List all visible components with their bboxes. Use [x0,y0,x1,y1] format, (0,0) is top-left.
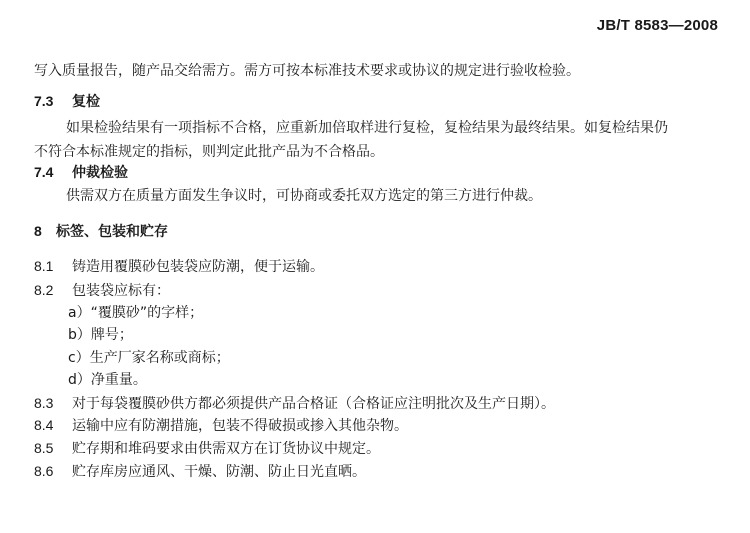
clause-8-2 [34,281,170,300]
clause-8-6 [34,462,366,481]
clause-number: 8.6 [34,463,54,479]
standard-code: JB/T 8583—2008 [596,17,718,34]
section-7-3-text-line2: 不符合本标准规定的指标，则判定此批产品为不合格品。 [34,144,384,160]
clause-text: 铸造用覆膜砂包装袋应防潮，便于运输。 [72,259,324,275]
section-7-4-heading [34,163,128,182]
section-7-3-heading [34,92,100,111]
section-7-4-text-line1: 供需双方在质量方面发生争议时，可协商或委托双方选定的第三方进行仲裁。 [66,188,542,204]
clause-text: 对于每袋覆膜砂供方都必须提供产品合格证（合格证应注明批次及生产日期）。 [72,396,555,412]
clause-text: 贮存期和堆码要求由供需双方在订货协议中规定。 [72,441,380,457]
clause-number: 8.2 [34,282,54,298]
section-title: 标签、包装和贮存 [56,224,168,240]
clause-8-3 [34,394,555,413]
section-title: 复检 [72,94,100,110]
clause-number: 8.1 [34,258,54,274]
clause-number: 8.3 [34,395,54,411]
clause-number: 8.4 [34,417,54,433]
section-title: 仲裁检验 [72,165,128,181]
clause-8-1 [34,257,324,276]
intro-line: 写入质量报告，随产品交给需方。需方可按本标准技术要求或协议的规定进行验收检验。 [34,63,580,79]
clause-8-5 [34,439,380,458]
list-item: a）“覆膜砂”的字样； [68,305,204,321]
list-item: b）牌号； [68,327,133,343]
clause-text: 贮存库房应通风、干燥、防潮、防止日光直晒。 [72,464,366,480]
section-number: 7.4 [34,164,54,180]
list-item: d）净重量。 [68,372,147,388]
section-number: 8 [34,223,42,239]
section-number: 7.3 [34,93,54,109]
clause-8-4 [34,416,408,435]
list-item: c）生产厂家名称或商标； [68,350,230,366]
clause-text: 运输中应有防潮措施，包装不得破损或掺入其他杂物。 [72,418,408,434]
clause-text: 包装袋应标有： [72,283,170,299]
clause-number: 8.5 [34,440,54,456]
section-8-heading [34,222,168,241]
section-7-3-text-line1: 如果检验结果有一项指标不合格，应重新加倍取样进行复检，复检结果为最终结果。如复检结果仍 [66,120,668,136]
